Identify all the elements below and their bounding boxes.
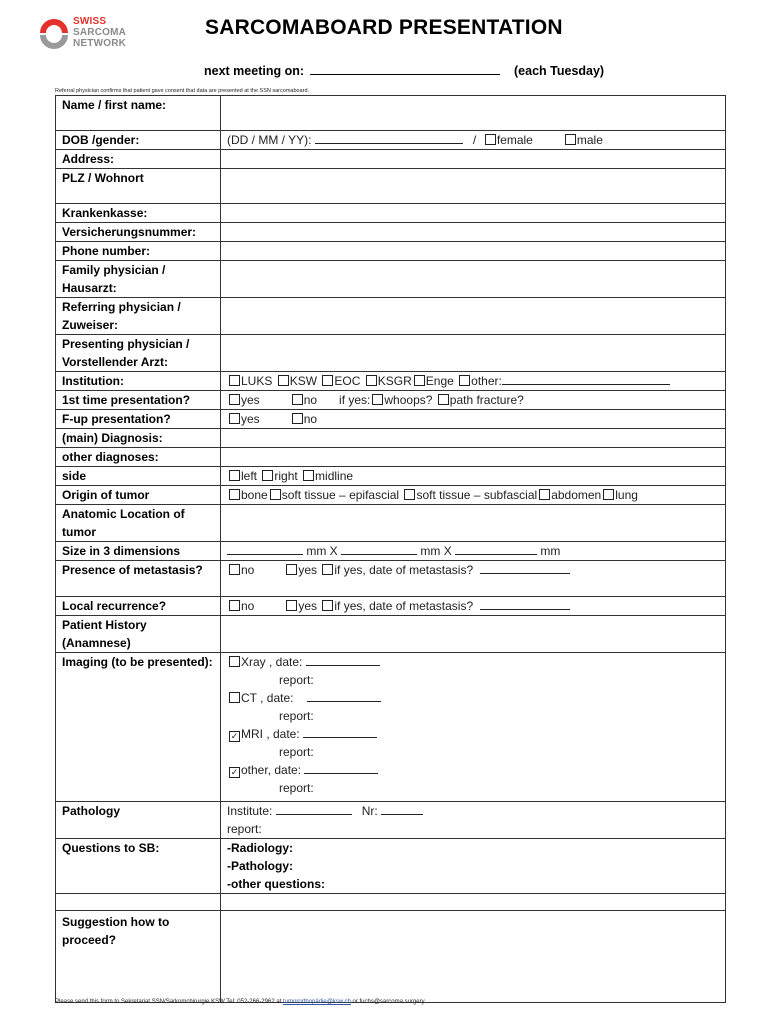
fup-no-checkbox[interactable]	[292, 413, 303, 424]
plz-label: PLZ / Wohnort	[56, 169, 221, 204]
female-checkbox[interactable]	[485, 134, 496, 145]
institution-label: Institution:	[56, 372, 221, 391]
first-yes-checkbox[interactable]	[229, 394, 240, 405]
other-imaging-checkbox[interactable]: ✓	[230, 767, 239, 777]
first-presentation-field	[221, 391, 726, 410]
rec-no-label: no	[241, 599, 255, 613]
if-yes-label: if yes:	[339, 393, 371, 407]
footer-text: Please send this form to Sekretariat SSN/Sarkomchirurgie KSW Tel: 052-266-2962 at	[55, 999, 282, 1005]
mmx-2: mm X	[420, 544, 452, 558]
history-label: Patient History (Anamnese)	[56, 616, 221, 653]
metastasis-field	[221, 561, 726, 597]
lung-checkbox[interactable]	[603, 489, 614, 500]
page-title: SARCOMABOARD PRESENTATION	[205, 16, 563, 39]
consent-note: Referral physician confirms that patient gave consent that data are presented at the SSN sarcomaboard.	[55, 88, 310, 94]
midline-label: midline	[315, 469, 354, 483]
meta-date-blank[interactable]	[480, 561, 570, 574]
epifascial-checkbox[interactable]	[270, 489, 281, 500]
rec-yes-checkbox[interactable]	[286, 600, 297, 611]
other-diagnoses-label: other diagnoses:	[56, 448, 221, 467]
meeting-line	[204, 63, 604, 78]
first-no-label: no	[303, 393, 318, 407]
eoc-checkbox[interactable]	[322, 375, 333, 386]
history-field[interactable]	[221, 616, 726, 653]
dob-blank[interactable]	[315, 131, 463, 144]
meta-yes-checkbox[interactable]	[286, 564, 297, 575]
diagnosis-label: (main) Diagnosis:	[56, 429, 221, 448]
size-field	[221, 542, 726, 561]
mri-checkbox[interactable]: ✓	[230, 731, 239, 741]
xray-report: report:	[279, 673, 314, 687]
first-yes-label: yes	[241, 393, 260, 407]
epifascial-label: soft tissue – epifascial	[281, 488, 400, 502]
fup-no-label: no	[303, 412, 318, 426]
fup-yes-label: yes	[241, 412, 260, 426]
mri-label: MRI , date:	[241, 727, 300, 741]
meta-yes-label: yes	[298, 563, 318, 577]
address-field[interactable]	[221, 150, 726, 169]
ct-date-blank[interactable]	[307, 689, 381, 702]
size-dim3-blank[interactable]	[455, 542, 537, 555]
side-label: side	[56, 467, 221, 486]
subfascial-checkbox[interactable]	[404, 489, 415, 500]
luks-label: LUKS	[241, 374, 273, 388]
lung-label: lung	[615, 488, 638, 502]
other-imaging-report: report:	[279, 781, 314, 795]
spacer-right[interactable]	[221, 894, 726, 911]
mm-3: mm	[540, 544, 561, 558]
path-fracture-checkbox[interactable]	[438, 394, 449, 405]
size-dim2-blank[interactable]	[341, 542, 417, 555]
pathology-field	[221, 802, 726, 839]
dob-label: DOB /gender:	[56, 131, 221, 150]
ct-checkbox[interactable]	[229, 692, 240, 703]
diagnosis-field[interactable]	[221, 429, 726, 448]
right-checkbox[interactable]	[262, 470, 273, 481]
footer-email-link[interactable]: tumororthopädie@ksw.ch	[283, 999, 351, 1005]
spacer-left	[56, 894, 221, 911]
other-imaging-label: other, date:	[241, 763, 302, 777]
abdomen-checkbox[interactable]	[539, 489, 550, 500]
pathology-question: -Pathology:	[227, 859, 293, 873]
phone-label: Phone number:	[56, 242, 221, 261]
logo-line3: NETWORK	[73, 38, 127, 49]
luks-checkbox[interactable]	[229, 375, 240, 386]
enge-label: Enge	[425, 374, 454, 388]
questions-field[interactable]	[221, 839, 726, 894]
anatomic-label: Anatomic Location of tumor	[56, 505, 221, 542]
mri-date-blank[interactable]	[303, 725, 377, 738]
other-question: -other questions:	[227, 877, 325, 891]
midline-checkbox[interactable]	[303, 470, 314, 481]
enge-checkbox[interactable]	[414, 375, 425, 386]
male-label: male	[576, 133, 603, 147]
versicherung-label: Versicherungsnummer:	[56, 223, 221, 242]
imaging-field	[221, 653, 726, 802]
abdomen-label: abdomen	[551, 488, 602, 502]
presentation-form	[55, 95, 726, 1003]
suggestion-label: Suggestion how to proceed?	[56, 911, 221, 1003]
subfascial-label: soft tissue – subfascial	[416, 488, 538, 502]
rec-date-checkbox[interactable]	[322, 600, 333, 611]
swiss-sarcoma-network-logo	[37, 16, 147, 56]
other-institution-checkbox[interactable]	[459, 375, 470, 386]
male-checkbox[interactable]	[565, 134, 576, 145]
origin-field	[221, 486, 726, 505]
nr-label: Nr:	[361, 804, 378, 818]
krankenkasse-field[interactable]	[221, 204, 726, 223]
whoops-checkbox[interactable]	[372, 394, 383, 405]
institute-blank[interactable]	[276, 802, 352, 815]
other-imaging-date-blank[interactable]	[304, 761, 378, 774]
logo-line2: SARCOMA	[73, 27, 127, 38]
rec-date-blank[interactable]	[480, 597, 570, 610]
plz-field[interactable]	[221, 169, 726, 204]
size-label: Size in 3 dimensions	[56, 542, 221, 561]
krankenkasse-label: Krankenkasse:	[56, 204, 221, 223]
side-field	[221, 467, 726, 486]
recurrence-label: Local recurrence?	[56, 597, 221, 616]
bone-label: bone	[241, 488, 268, 502]
phone-field[interactable]	[221, 242, 726, 261]
ct-label: CT , date:	[241, 691, 294, 705]
address-label: Address:	[56, 150, 221, 169]
imaging-label: Imaging (to be presented):	[56, 653, 221, 802]
left-checkbox[interactable]	[229, 470, 240, 481]
fup-field	[221, 410, 726, 429]
path-fracture-label: path fracture?	[449, 393, 524, 407]
name-field[interactable]	[221, 96, 726, 131]
institution-field	[221, 372, 726, 391]
size-dim1-blank[interactable]	[227, 542, 303, 555]
name-label: Name / first name:	[56, 96, 221, 131]
referring-physician-field[interactable]	[221, 298, 726, 335]
meeting-suffix: (each Tuesday)	[514, 64, 605, 78]
meta-no-checkbox[interactable]	[229, 564, 240, 575]
mmx-1: mm X	[306, 544, 338, 558]
footer-email2: or fuchs@sarcoma.surgery	[352, 999, 425, 1005]
meta-no-label: no	[241, 563, 255, 577]
ct-report: report:	[279, 709, 314, 723]
presenting-physician-field[interactable]	[221, 335, 726, 372]
radiology-question: -Radiology:	[227, 841, 293, 855]
left-label: left	[241, 469, 258, 483]
right-label: right	[274, 469, 298, 483]
presenting-physician-label: Presenting physician / Vorstellender Arzt:	[56, 335, 221, 372]
institute-label: Institute:	[227, 804, 273, 818]
nr-blank[interactable]	[381, 802, 423, 815]
logo-line1: SWISS	[73, 16, 107, 27]
family-physician-label: Family physician / Hausarzt:	[56, 261, 221, 298]
ksgr-label: KSGR	[377, 374, 412, 388]
metastasis-label: Presence of metastasis?	[56, 561, 221, 597]
origin-label: Origin of tumor	[56, 486, 221, 505]
recurrence-field	[221, 597, 726, 616]
slash-text: /	[472, 133, 477, 147]
meeting-label: next meeting on:	[204, 64, 305, 78]
pathology-label: Pathology	[56, 802, 221, 839]
female-label: female	[496, 133, 533, 147]
mri-report: report:	[279, 745, 314, 759]
bone-checkbox[interactable]	[229, 489, 240, 500]
logo-ring-icon	[37, 16, 71, 50]
referring-physician-label: Referring physician / Zuweiser:	[56, 298, 221, 335]
xray-checkbox[interactable]	[229, 656, 240, 667]
fup-yes-checkbox[interactable]	[229, 413, 240, 424]
ksw-label: KSW	[289, 374, 318, 388]
ksgr-checkbox[interactable]	[366, 375, 377, 386]
pathology-report: report:	[227, 822, 262, 836]
versicherung-field[interactable]	[221, 223, 726, 242]
fup-label: F-up presentation?	[56, 410, 221, 429]
family-physician-field[interactable]	[221, 261, 726, 298]
rec-ifyes-label: if yes, date of metastasis?	[334, 599, 474, 613]
first-presentation-label: 1st time presentation?	[56, 391, 221, 410]
xray-label: Xray , date:	[241, 655, 303, 669]
meta-ifyes-label: if yes, date of metastasis?	[334, 563, 474, 577]
other-diagnoses-field[interactable]	[221, 448, 726, 467]
other-institution-label: other:	[471, 374, 502, 388]
other-institution-blank[interactable]	[502, 372, 670, 385]
rec-no-checkbox[interactable]	[229, 600, 240, 611]
eoc-label: EOC	[334, 374, 361, 388]
meta-date-checkbox[interactable]	[322, 564, 333, 575]
first-no-checkbox[interactable]	[292, 394, 303, 405]
questions-label: Questions to SB:	[56, 839, 221, 894]
anatomic-field[interactable]	[221, 505, 726, 542]
footer-note	[55, 999, 425, 1005]
ksw-checkbox[interactable]	[278, 375, 289, 386]
dob-format-text: (DD / MM / YY):	[227, 133, 312, 147]
dob-field[interactable]	[221, 131, 726, 150]
xray-date-blank[interactable]	[306, 653, 380, 666]
suggestion-field[interactable]	[221, 911, 726, 1003]
whoops-label: whoops?	[384, 393, 433, 407]
meeting-date-field[interactable]	[310, 63, 500, 75]
rec-yes-label: yes	[298, 599, 318, 613]
